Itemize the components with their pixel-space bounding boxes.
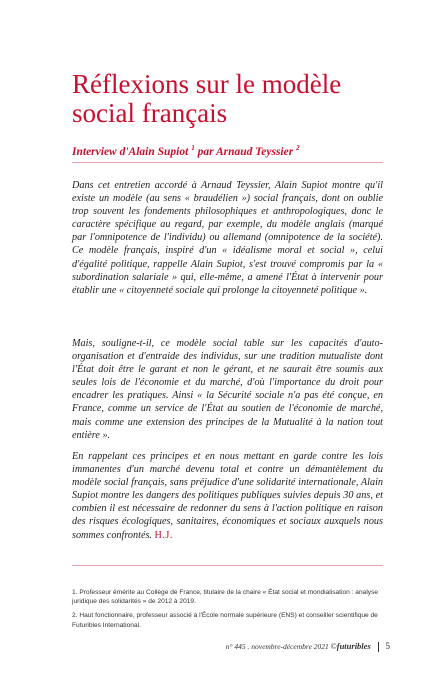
byline-interviewer: par Arnaud Teyssier xyxy=(197,145,294,158)
article-title: Réflexions sur le modèle social français xyxy=(72,69,342,128)
footnote-2: 2. Haut fonctionnaire, professeur associé à l'École normale supérieure (ENS) et conseiller scientifique de Futuribles International. xyxy=(72,612,378,629)
footer-separator xyxy=(378,642,379,652)
intro-paragraph-1: Dans cet entretien accordé à Arnaud Teyssier, Alain Supiot montre qu'il existe un modèle (au sens « braudélien ») social français, dont on oublie trop souvent les fondements philosophiques et anthropologiques, donc le caractère spécifique au regard, par exemple, du modèle anglais (marqué par l'omnipotence de l'individu) ou allemand (omnipotence de la société). Ce modèle français, inspiré d'un « idéalisme moral et social », celui d'égalité politique, rappelle Alain Supiot, s'est trouvé compromis par la « subordination salariale » qui, elle-même, a amené l'État à intervenir pour établir une « citoyenneté sociale qui prolonge la citoyenneté politique ». xyxy=(72,180,383,296)
page-footer xyxy=(200,641,390,652)
footnotes xyxy=(72,588,383,635)
footnote-divider xyxy=(72,565,383,566)
brand-mark-icon: © xyxy=(330,642,337,651)
brand-logo: futuribles xyxy=(336,641,371,651)
footnote-1: 1. Professeur émérite au Collège de France, titulaire de la chaire « État social et mondialisation : analyse juridique des solidarités » de 2012 à 2019. xyxy=(72,589,379,606)
intro-paragraph-3-text: En rappelant ces principes et en nous mettant en garde contre les lois immanentes d'un marché devenu total et contre un démantèlement du modèle social français, sans préjudice d'une solidarité internationale, Alain Supiot montre les dangers des politiques publiques suivies depuis 30 ans, et combien il est nécessaire de redonner du sens à l'action politique en raison des risques écologiques, sanitaires, économiques et sociaux auxquels nous sommes confrontés. xyxy=(72,451,383,541)
byline xyxy=(72,144,392,158)
footnote-ref-2[interactable]: 2 xyxy=(296,144,300,152)
header-divider xyxy=(72,162,383,163)
footnote-ref-1[interactable]: 1 xyxy=(191,144,195,152)
author-initials: H.J. xyxy=(154,529,173,541)
page-number: 5 xyxy=(385,641,390,651)
intro-paragraph-3 xyxy=(72,450,383,542)
byline-interviewee: Interview d'Alain Supiot xyxy=(72,145,189,158)
issue-info: n° 445 . novembre-décembre 2021 xyxy=(225,642,329,651)
intro-paragraph-2: Mais, souligne-t-il, ce modèle social table sur les capacités d'auto-organisation et d'entraide des individus, sur une tradition mutualiste dont l'État doit être le garant et non le gérant, et ne saurait être soumis aux seules lois de l'économie et du marché, d'où l'importance du droit pour encadrer les pratiques. Ainsi « la Sécurité sociale n'a pas été conçue, en France, comme un service de l'État au soutien de l'économie de marché, mais comme une extension des principes de la Mutualité à la nation tout entière ». xyxy=(72,338,383,441)
